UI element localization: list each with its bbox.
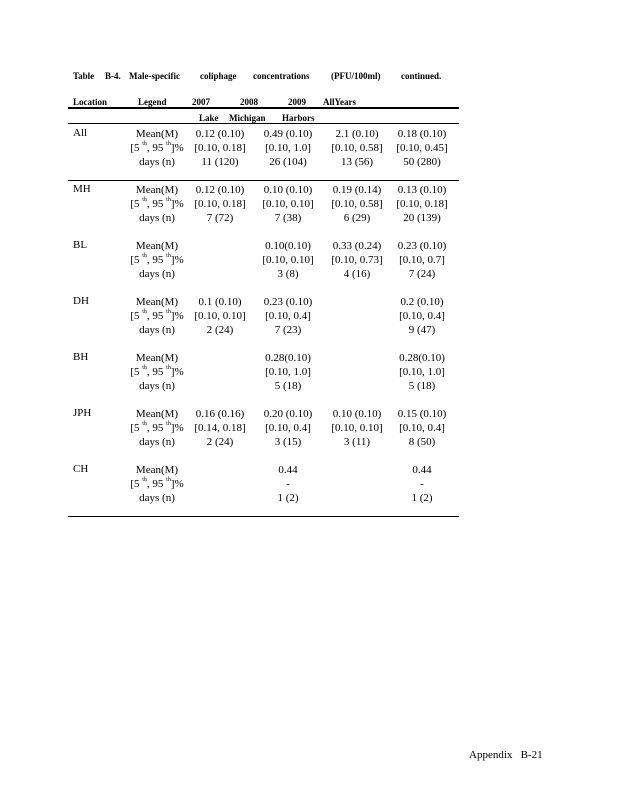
legend-pct: , 95: [146, 198, 164, 211]
cell-days: 2 (24): [206, 436, 234, 449]
legend-sup: th: [142, 365, 147, 372]
legend-sup: th: [142, 421, 147, 428]
cell-days: 7 (72): [206, 212, 234, 225]
table-cell-call: [386, 351, 458, 394]
header-all-years: AllYears: [323, 97, 356, 107]
cell-mean: 0.12 (0.10): [195, 128, 245, 140]
legend-pct: ]%: [170, 142, 184, 155]
legend-pct: [5: [130, 478, 140, 491]
cell-percentile: [0.10, 0.73]: [331, 254, 383, 267]
table-cell-c2009: [320, 407, 394, 450]
cell-percentile: [0.14, 0.18]: [194, 422, 246, 435]
table-cell-c2009: [320, 127, 394, 170]
cell-mean: [185, 351, 255, 365]
cell-days: 8 (50): [408, 436, 436, 449]
cell-days: 4 (16): [343, 268, 371, 281]
table-cell-c2008: [252, 127, 324, 170]
subheader-word: Michigan: [229, 113, 266, 123]
table-title-word: continued.: [401, 71, 442, 81]
cell-days: 50 (280): [403, 156, 441, 169]
row-location: MH: [73, 183, 91, 195]
row-legend: [120, 127, 194, 170]
legend-sup: th: [166, 309, 171, 316]
cell-mean: 0.49 (0.10): [263, 128, 313, 140]
table-cell-c2009: [320, 239, 394, 282]
cell-percentile: [0.10, 1.0]: [265, 366, 311, 379]
cell-percentile: [0.10, 0.18]: [396, 198, 448, 211]
table-title-word: concentrations: [253, 71, 310, 81]
cell-mean: 0.15 (0.10): [397, 408, 447, 420]
cell-days: 3 (8): [277, 268, 299, 281]
cell-percentile: [0.10, 0.4]: [399, 422, 445, 435]
row-legend: [120, 239, 194, 282]
legend-pct: ]%: [170, 310, 184, 323]
legend-sup: th: [166, 477, 171, 484]
row-location: BH: [73, 351, 89, 363]
legend-pct: , 95: [146, 310, 164, 323]
legend-pct: [5: [130, 254, 140, 267]
legend-pct: , 95: [146, 478, 164, 491]
cell-mean: [185, 239, 255, 253]
cell-mean: 0.16 (0.16): [195, 408, 245, 420]
cell-percentile: [0.10, 0.18]: [194, 198, 246, 211]
table-cell-call: [386, 407, 458, 450]
cell-days: 11 (120): [201, 156, 239, 169]
cell-days: 3 (15): [274, 436, 302, 449]
table-cell-c2009: [320, 463, 394, 506]
cell-mean: [185, 463, 255, 477]
table-cell-c2007: [185, 407, 255, 450]
legend-days: days (n): [139, 268, 175, 281]
table-cell-c2008: [252, 183, 324, 226]
cell-days: 5 (18): [408, 380, 436, 393]
table-cell-call: [386, 127, 458, 170]
table-cell-c2009: [320, 295, 394, 338]
legend-sup: th: [142, 477, 147, 484]
cell-days: [185, 491, 255, 505]
cell-mean: [320, 351, 394, 365]
cell-percentile: [0.10, 0.58]: [331, 142, 383, 155]
legend-pct: , 95: [146, 254, 164, 267]
cell-mean: 0.23 (0.10): [263, 296, 313, 308]
cell-mean: 0.44: [278, 464, 298, 476]
cell-days: 2 (24): [206, 324, 234, 337]
cell-mean: 0.33 (0.24): [332, 240, 382, 252]
header-legend: Legend: [138, 97, 167, 107]
cell-mean: 0.18 (0.10): [397, 128, 447, 140]
row-location: BL: [73, 239, 88, 251]
cell-percentile: [0.10, 0.58]: [331, 198, 383, 211]
cell-days: 5 (18): [274, 380, 302, 393]
cell-days: [320, 491, 394, 505]
cell-mean: 0.2 (0.10): [400, 296, 444, 308]
legend-mean: Mean(M): [135, 352, 179, 364]
cell-percentile: [0.10, 0.4]: [399, 310, 445, 323]
legend-mean: Mean(M): [135, 128, 179, 140]
cell-days: 7 (38): [274, 212, 302, 225]
cell-percentile: [0.10, 0.18]: [194, 142, 246, 155]
table-cell-c2007: [185, 127, 255, 170]
cell-percentile: [0.10, 1.0]: [399, 366, 445, 379]
row-legend: [120, 463, 194, 506]
table-cell-c2007: [185, 351, 255, 394]
legend-days: days (n): [139, 324, 175, 337]
table-cell-call: [386, 239, 458, 282]
table-title-word: (PFU/100ml): [331, 71, 381, 81]
subheader-word: Harbors: [282, 113, 315, 123]
cell-mean: 0.12 (0.10): [195, 184, 245, 196]
table-cell-c2008: [252, 351, 324, 394]
legend-days: days (n): [139, 212, 175, 225]
row-location: JPH: [73, 407, 92, 419]
legend-days: days (n): [139, 436, 175, 449]
subheader-rule: [68, 123, 459, 124]
table-title-word: coliphage: [200, 71, 237, 81]
page-footer: [469, 749, 543, 761]
table-cell-call: [386, 183, 458, 226]
row-legend: [120, 351, 194, 394]
legend-pct: [5: [130, 422, 140, 435]
header-rule: [68, 107, 459, 109]
legend-mean: Mean(M): [135, 240, 179, 252]
footer-label: Appendix: [469, 749, 513, 761]
legend-pct: [5: [130, 142, 140, 155]
cell-mean: 2.1 (0.10): [335, 128, 379, 140]
cell-mean: 0.28(0.10): [399, 352, 445, 364]
legend-sup: th: [142, 197, 147, 204]
cell-mean: 0.1 (0.10): [198, 296, 242, 308]
cell-days: 7 (23): [274, 324, 302, 337]
table-label: Table: [73, 71, 95, 81]
table-cell-c2008: [252, 295, 324, 338]
cell-percentile: [320, 477, 394, 491]
table-cell-call: [386, 463, 458, 506]
subheader-word: Lake: [199, 113, 219, 123]
header-2009: 2009: [288, 97, 306, 107]
cell-days: 9 (47): [408, 324, 436, 337]
table-cell-c2007: [185, 463, 255, 506]
table-cell-c2007: [185, 295, 255, 338]
page-number: B-21: [520, 749, 543, 761]
cell-days: 20 (139): [403, 212, 441, 225]
cell-percentile: -: [420, 478, 424, 491]
cell-days: 1 (2): [277, 492, 299, 505]
cell-days: 13 (56): [340, 156, 374, 169]
cell-percentile: [0.10, 0.45]: [396, 142, 448, 155]
cell-days: [185, 379, 255, 393]
cell-days: [320, 323, 394, 337]
legend-mean: Mean(M): [135, 184, 179, 196]
table-cell-call: [386, 295, 458, 338]
cell-mean: 0.20 (0.10): [263, 408, 313, 420]
legend-pct: [5: [130, 366, 140, 379]
legend-sup: th: [142, 141, 147, 148]
legend-days: days (n): [139, 156, 175, 169]
cell-percentile: [0.10, 0.10]: [194, 310, 246, 323]
legend-pct: ]%: [170, 366, 184, 379]
cell-mean: 0.44: [412, 464, 432, 476]
bottom-rule: [68, 516, 459, 517]
legend-pct: [5: [130, 198, 140, 211]
legend-sup: th: [166, 421, 171, 428]
table-cell-c2009: [320, 183, 394, 226]
cell-mean: [320, 295, 394, 309]
row-legend: [120, 295, 194, 338]
cell-percentile: [0.10, 0.7]: [399, 254, 445, 267]
cell-percentile: [0.10, 0.10]: [331, 422, 383, 435]
cell-mean: 0.10(0.10): [265, 240, 311, 252]
legend-pct: , 95: [146, 422, 164, 435]
cell-percentile: [185, 477, 255, 491]
row-location: All: [73, 127, 88, 139]
cell-mean: [320, 463, 394, 477]
legend-pct: ]%: [170, 254, 184, 267]
table-cell-c2007: [185, 183, 255, 226]
cell-days: 3 (11): [343, 436, 371, 449]
cell-percentile: [320, 365, 394, 379]
legend-sup: th: [166, 365, 171, 372]
cell-days: 26 (104): [269, 156, 307, 169]
legend-mean: Mean(M): [135, 408, 179, 420]
header-2007: 2007: [192, 97, 210, 107]
cell-percentile: [0.10, 1.0]: [265, 142, 311, 155]
header-location: Location: [73, 97, 108, 107]
legend-pct: [5: [130, 310, 140, 323]
section-rule: [68, 180, 459, 181]
cell-percentile: -: [286, 478, 290, 491]
table-cell-c2008: [252, 407, 324, 450]
legend-sup: th: [166, 253, 171, 260]
table-cell-c2007: [185, 239, 255, 282]
row-legend: [120, 183, 194, 226]
legend-days: days (n): [139, 492, 175, 505]
cell-percentile: [0.10, 0.10]: [262, 198, 314, 211]
legend-pct: , 95: [146, 366, 164, 379]
legend-sup: th: [142, 253, 147, 260]
cell-mean: 0.19 (0.14): [332, 184, 382, 196]
cell-mean: 0.28(0.10): [265, 352, 311, 364]
cell-days: [185, 267, 255, 281]
legend-pct: ]%: [170, 478, 184, 491]
legend-pct: ]%: [170, 198, 184, 211]
cell-percentile: [0.10, 0.10]: [262, 254, 314, 267]
header-2008: 2008: [240, 97, 258, 107]
cell-percentile: [320, 309, 394, 323]
row-legend: [120, 407, 194, 450]
legend-sup: th: [166, 141, 171, 148]
cell-days: 1 (2): [411, 492, 433, 505]
cell-mean: 0.13 (0.10): [397, 184, 447, 196]
legend-mean: Mean(M): [135, 296, 179, 308]
legend-sup: th: [166, 197, 171, 204]
row-location: DH: [73, 295, 89, 307]
table-number: B-4.: [105, 71, 121, 81]
table-title-word: Male-specific: [129, 71, 180, 81]
table-cell-c2008: [252, 463, 324, 506]
legend-pct: ]%: [170, 422, 184, 435]
row-location: CH: [73, 463, 89, 475]
table-cell-c2008: [252, 239, 324, 282]
cell-mean: 0.23 (0.10): [397, 240, 447, 252]
cell-days: 6 (29): [343, 212, 371, 225]
legend-days: days (n): [139, 380, 175, 393]
legend-pct: , 95: [146, 142, 164, 155]
cell-days: 7 (24): [408, 268, 436, 281]
cell-days: [320, 379, 394, 393]
legend-mean: Mean(M): [135, 464, 179, 476]
cell-mean: 0.10 (0.10): [332, 408, 382, 420]
cell-percentile: [185, 365, 255, 379]
cell-percentile: [0.10, 0.4]: [265, 310, 311, 323]
cell-percentile: [0.10, 0.4]: [265, 422, 311, 435]
legend-sup: th: [142, 309, 147, 316]
table-cell-c2009: [320, 351, 394, 394]
cell-percentile: [185, 253, 255, 267]
cell-mean: 0.10 (0.10): [263, 184, 313, 196]
